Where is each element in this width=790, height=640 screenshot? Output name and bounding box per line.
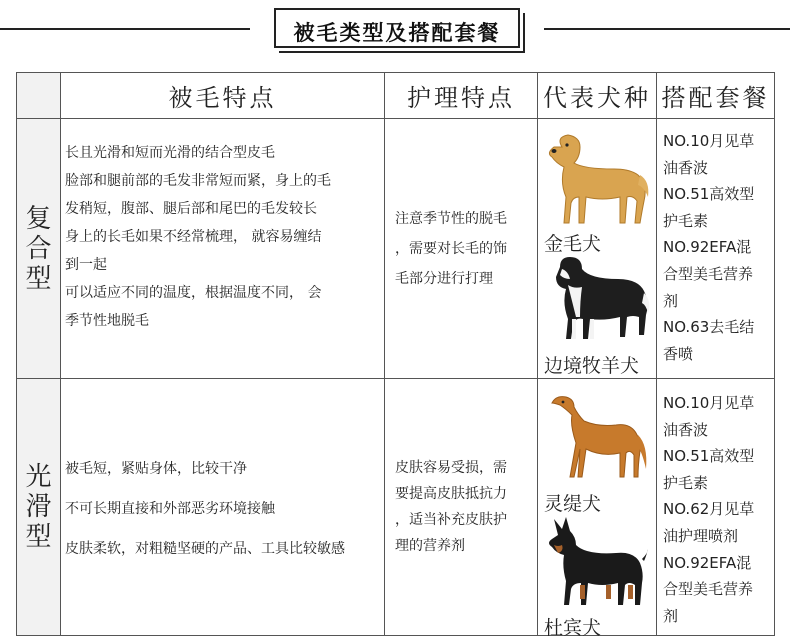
feature-line: 到一起 xyxy=(65,257,107,273)
greyhound-image xyxy=(546,389,650,485)
features-smooth xyxy=(60,378,385,636)
package-line: 油香波 xyxy=(663,158,709,177)
package-line: 合型美毛营养 xyxy=(663,264,754,283)
coat-table xyxy=(16,72,788,639)
care-line: ，需要对长毛的饰 xyxy=(395,240,507,257)
package-line: 护毛素 xyxy=(663,473,709,492)
breed-name: 灵缇犬 xyxy=(544,493,602,515)
feature-line: 身上的长毛如果不经常梳理， 就容易缠结 xyxy=(65,229,322,245)
care-line: 理的营养剂 xyxy=(395,538,465,554)
care-composite xyxy=(384,118,538,379)
package-line: 护毛素 xyxy=(663,211,709,230)
feature-line: 长且光滑和短而光滑的结合型皮毛 xyxy=(65,145,275,161)
package-line: 油护理喷剂 xyxy=(663,526,739,545)
golden-retriever-image xyxy=(544,129,652,229)
package-line: 油香波 xyxy=(663,420,709,439)
border-collie-image xyxy=(546,255,654,345)
title-rule-left xyxy=(0,28,250,30)
package-line: 剂 xyxy=(663,291,679,310)
doberman-image xyxy=(544,513,654,607)
package-composite xyxy=(656,118,775,379)
care-line: 注意季节性的脱毛 xyxy=(395,210,507,227)
breeds-smooth xyxy=(537,378,657,639)
corner-cell xyxy=(16,72,61,119)
features-composite xyxy=(60,118,385,379)
feature-line: 被毛短，紧贴身体，比较干净 xyxy=(65,461,247,477)
feature-line: 可以适应不同的温度，根据温度不同， 会 xyxy=(65,285,322,301)
package-smooth xyxy=(656,378,775,636)
breed-name: 杜宾犬 xyxy=(544,617,602,639)
feature-line: 脸部和腿前部的毛发非常短而紧，身上的毛 xyxy=(65,173,331,189)
header-package: 搭配套餐 xyxy=(656,72,775,119)
package-line: NO.63去毛结 xyxy=(663,318,755,337)
row-label-composite: 复合型 xyxy=(16,118,61,379)
feature-line: 发稍短，腹部、腿后部和尾巴的毛发较长 xyxy=(65,201,317,217)
title-box xyxy=(274,8,520,48)
care-line: 皮肤容易受损，需 xyxy=(395,460,507,476)
package-line: NO.92EFA混 xyxy=(663,238,752,257)
feature-line: 不可长期直接和外部恶劣环境接触 xyxy=(65,501,275,517)
package-line: 合型美毛营养 xyxy=(663,580,754,599)
feature-line: 皮肤柔软，对粗糙坚硬的产品、工具比较敏感 xyxy=(65,541,345,557)
package-line: NO.10月见草 xyxy=(663,394,755,412)
package-line: NO.10月见草 xyxy=(663,132,755,150)
care-line: 毛部分进行打理 xyxy=(395,270,493,287)
package-line: NO.62月见草 xyxy=(663,500,755,519)
package-line: NO.51高效型 xyxy=(663,447,755,466)
header-care: 护理特点 xyxy=(384,72,538,119)
care-line: 要提高皮肤抵抗力 xyxy=(395,486,507,502)
header-breeds: 代表犬种 xyxy=(537,72,657,119)
package-line: 剂 xyxy=(663,606,679,625)
package-line: NO.92EFA混 xyxy=(663,553,752,572)
package-line: 香喷 xyxy=(663,344,694,363)
breed-name: 边境牧羊犬 xyxy=(544,355,640,377)
page-title: 被毛类型及搭配套餐 xyxy=(293,21,501,45)
package-line: NO.51高效型 xyxy=(663,185,755,204)
care-smooth xyxy=(384,378,538,636)
care-line: ，适当补充皮肤护 xyxy=(395,512,507,528)
breed-name: 金毛犬 xyxy=(544,233,602,255)
row-label-smooth: 光滑型 xyxy=(16,378,61,636)
header-coat: 被毛特点 xyxy=(60,72,385,119)
title-rule-right xyxy=(544,28,790,30)
breeds-composite xyxy=(537,118,657,379)
feature-line: 季节性地脱毛 xyxy=(65,313,149,329)
